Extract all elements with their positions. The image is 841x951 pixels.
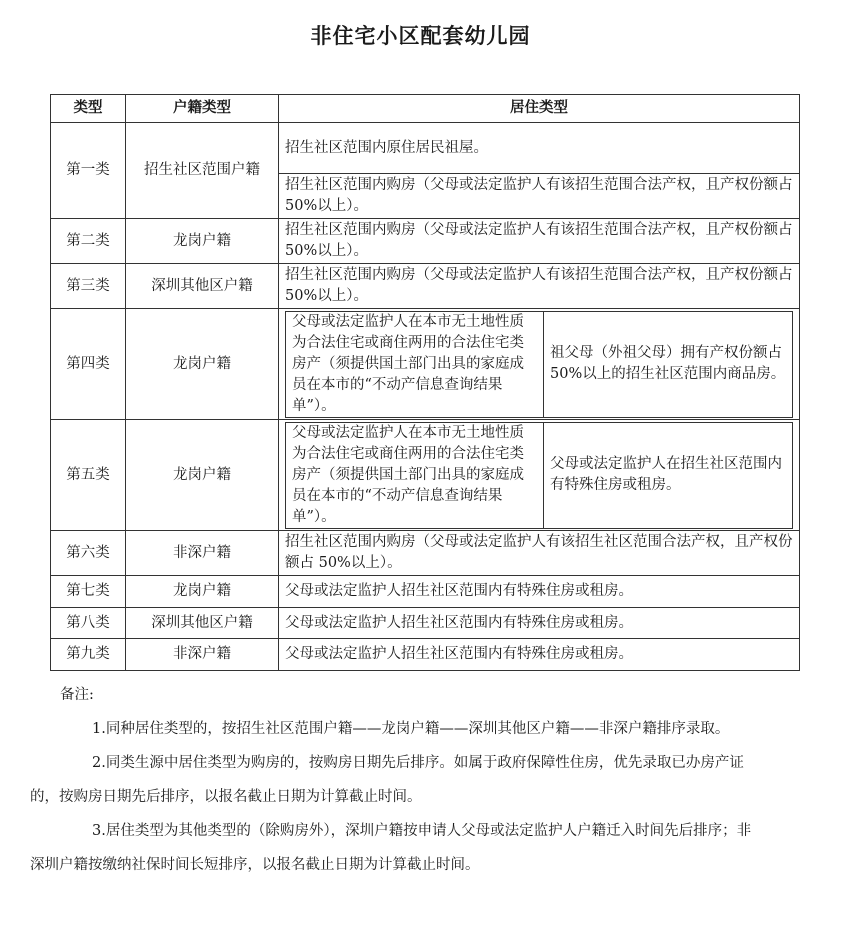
table-row	[51, 309, 800, 420]
row-residence: 招生社区范围内购房（父母或法定监护人有该招生范围合法产权，且产权份额占 50%以上）。	[279, 174, 800, 219]
note-2: 2.同类生源中居住类型为购房的，按购房日期先后排序。如属于政府保障性住房，优先录取已办房产证的，按购房日期先后排序，以报名截止日期为计算截止时间。	[30, 755, 744, 805]
row-residence: 父母或法定监护人招生社区范围内有特殊住房或租房。	[279, 639, 800, 671]
table-row	[51, 639, 800, 671]
enrollment-table	[50, 94, 800, 671]
row-type: 第五类	[51, 420, 126, 531]
row-type: 第七类	[51, 576, 126, 608]
table-header-row	[51, 95, 800, 123]
row-huji: 龙岗户籍	[126, 219, 279, 264]
table-row	[51, 576, 800, 608]
row-huji: 非深户籍	[126, 531, 279, 576]
notes-label: 备注:	[60, 687, 94, 703]
residence-left: 父母或法定监护人在本市无土地性质为合法住宅或商住两用的合法住宅类房产（须提供国土部门出具的家庭成员在本市的“不动产信息查询结果单”）。	[286, 422, 544, 528]
table-row	[51, 420, 800, 531]
row-huji: 深圳其他区户籍	[126, 608, 279, 639]
row-huji: 龙岗户籍	[126, 309, 279, 420]
row-type: 第三类	[51, 264, 126, 309]
row-huji: 非深户籍	[126, 639, 279, 671]
residence-right: 祖父母（外祖父母）拥有产权份额占 50%以上的招生社区范围内商品房。	[544, 311, 793, 417]
row-residence-split	[279, 420, 800, 531]
row-huji: 招生社区范围户籍	[126, 123, 279, 219]
residence-right: 父母或法定监护人在招生社区范围内有特殊住房或租房。	[544, 422, 793, 528]
row-residence: 招生社区范围内购房（父母或法定监护人有该招生社区范围合法产权，且产权份额占 50%以上）。	[279, 531, 800, 576]
residence-left: 父母或法定监护人在本市无土地性质为合法住宅或商住两用的合法住宅类房产（须提供国土部门出具的家庭成员在本市的“不动产信息查询结果单”）。	[286, 311, 544, 417]
document-title: 非住宅小区配套幼儿园	[310, 24, 531, 48]
row-residence: 招生社区范围内购房（父母或法定监护人有该招生范围合法产权，且产权份额占 50%以上）。	[279, 264, 800, 309]
table-row	[51, 219, 800, 264]
row-huji: 龙岗户籍	[126, 576, 279, 608]
row-huji: 龙岗户籍	[126, 420, 279, 531]
row-huji: 深圳其他区户籍	[126, 264, 279, 309]
table-row	[51, 608, 800, 639]
row-residence-split	[279, 309, 800, 420]
header-residence: 居住类型	[279, 95, 800, 123]
row-type: 第九类	[51, 639, 126, 671]
row-type: 第八类	[51, 608, 126, 639]
row-type: 第一类	[51, 123, 126, 219]
row-type: 第二类	[51, 219, 126, 264]
header-type: 类型	[51, 95, 126, 123]
table-row	[51, 531, 800, 576]
row-residence: 招生社区范围内原住居民祖屋。	[279, 123, 800, 174]
row-type: 第六类	[51, 531, 126, 576]
header-huji: 户籍类型	[126, 95, 279, 123]
row-residence: 父母或法定监护人招生社区范围内有特殊住房或租房。	[279, 576, 800, 608]
row-type: 第四类	[51, 309, 126, 420]
row-residence: 父母或法定监护人招生社区范围内有特殊住房或租房。	[279, 608, 800, 639]
table-row	[51, 264, 800, 309]
table-row	[51, 123, 800, 174]
note-3: 3.居住类型为其他类型的（除购房外），深圳户籍按申请人父母或法定监护人户籍迁入时间先后排序；非深圳户籍按缴纳社保时间长短排序，以报名截止日期为计算截止时间。	[30, 823, 752, 873]
note-1: 1.同种居住类型的，按招生社区范围户籍——龙岗户籍——深圳其他区户籍——非深户籍排序录取。	[92, 721, 730, 737]
notes-section	[30, 678, 770, 882]
row-residence: 招生社区范围内购房（父母或法定监护人有该招生范围合法产权，且产权份额占 50%以上）。	[279, 219, 800, 264]
